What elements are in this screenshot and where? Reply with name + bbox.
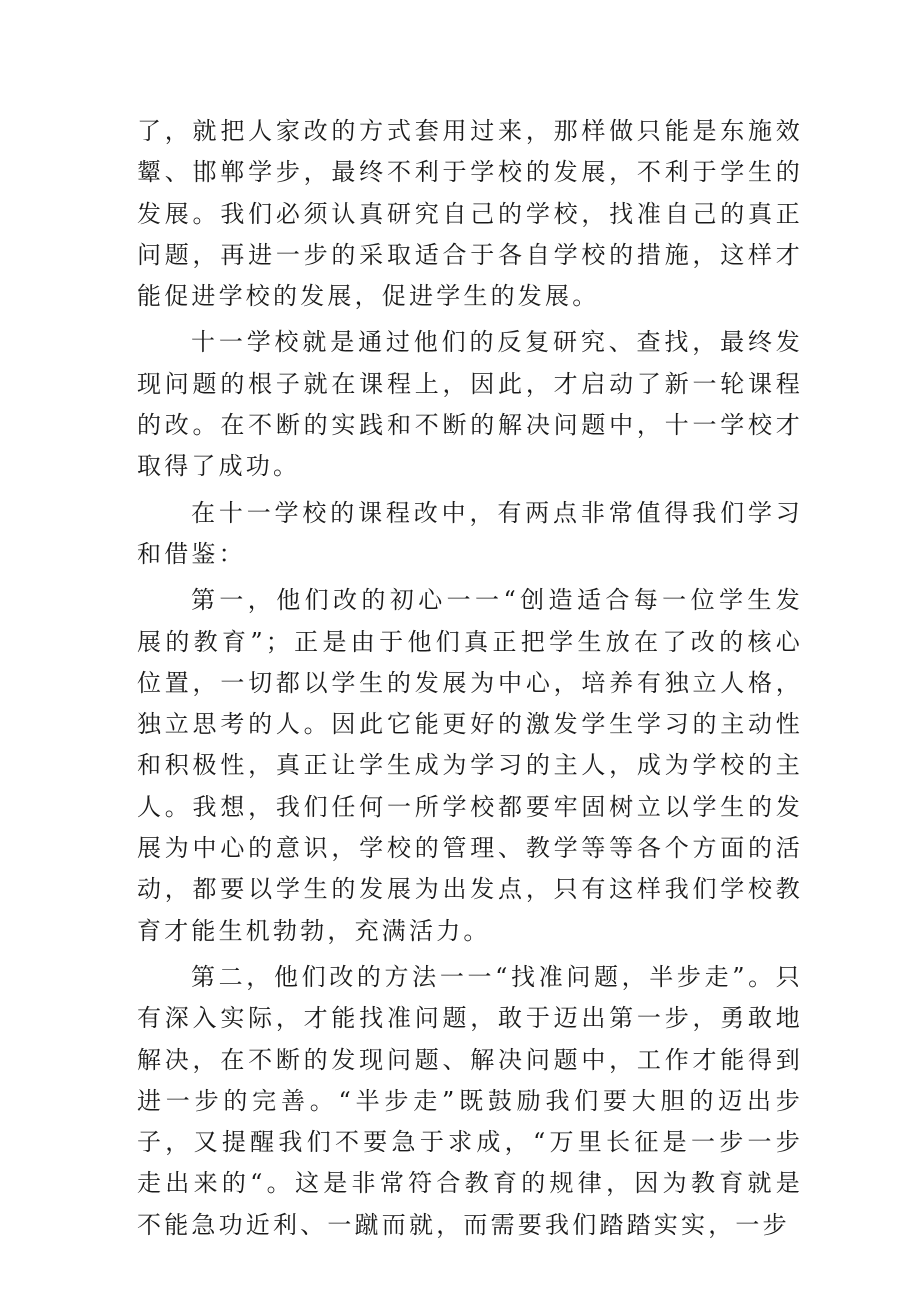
document-body xyxy=(137,111,803,1251)
paragraph-4: 第一，他们改的初心一一“创造适合每一位学生发展的教育”；正是由于他们真正把学生放在了改的核心位置，一切都以学生的发展为中心，培养有独立人格，独立思考的人。因此它能更好的激发学生学习的主动性和积极性，真正让学生成为学习的主人，成为学校的主人。我想，我们任何一所学校都要牢固树立以学生的发展为中心的意识，学校的管理、教学等等各个方面的活动，都要以学生的发展为出发点，只有这样我们学校教育才能生机勃勃，充满活力。 xyxy=(137,586,803,945)
paragraph-3: 在十一学校的课程改中，有两点非常值得我们学习和借鉴： xyxy=(137,498,803,568)
paragraph-5: 第二，他们改的方法一一“找准问题，半步走”。只有深入实际，才能找准问题，敢于迈出第一步，勇敢地解决，在不断的发现问题、解决问题中，工作才能得到进一步的完善。“半步走”既鼓励我们要大胆的迈出步子，又提醒我们不要急于求成，“万里长征是一步一步走出来的“。这是非常符合教育的规律，因为教育就是不能急功近利、一蹴而就，而需要我们踏踏实实，一步 xyxy=(137,962,803,1239)
paragraph-1: 了，就把人家改的方式套用过来，那样做只能是东施效颦、邯郸学步，最终不利于学校的发展，不利于学生的发展。我们必须认真研究自己的学校，找准自己的真正问题，再进一步的采取适合于各自学校的措施，这样才能促进学校的发展，促进学生的发展。 xyxy=(137,117,803,311)
paragraph-2: 十一学校就是通过他们的反复研究、查找，最终发现问题的根子就在课程上，因此，才启动了新一轮课程的改。在不断的实践和不断的解决问题中，十一学校才取得了成功。 xyxy=(137,328,803,481)
